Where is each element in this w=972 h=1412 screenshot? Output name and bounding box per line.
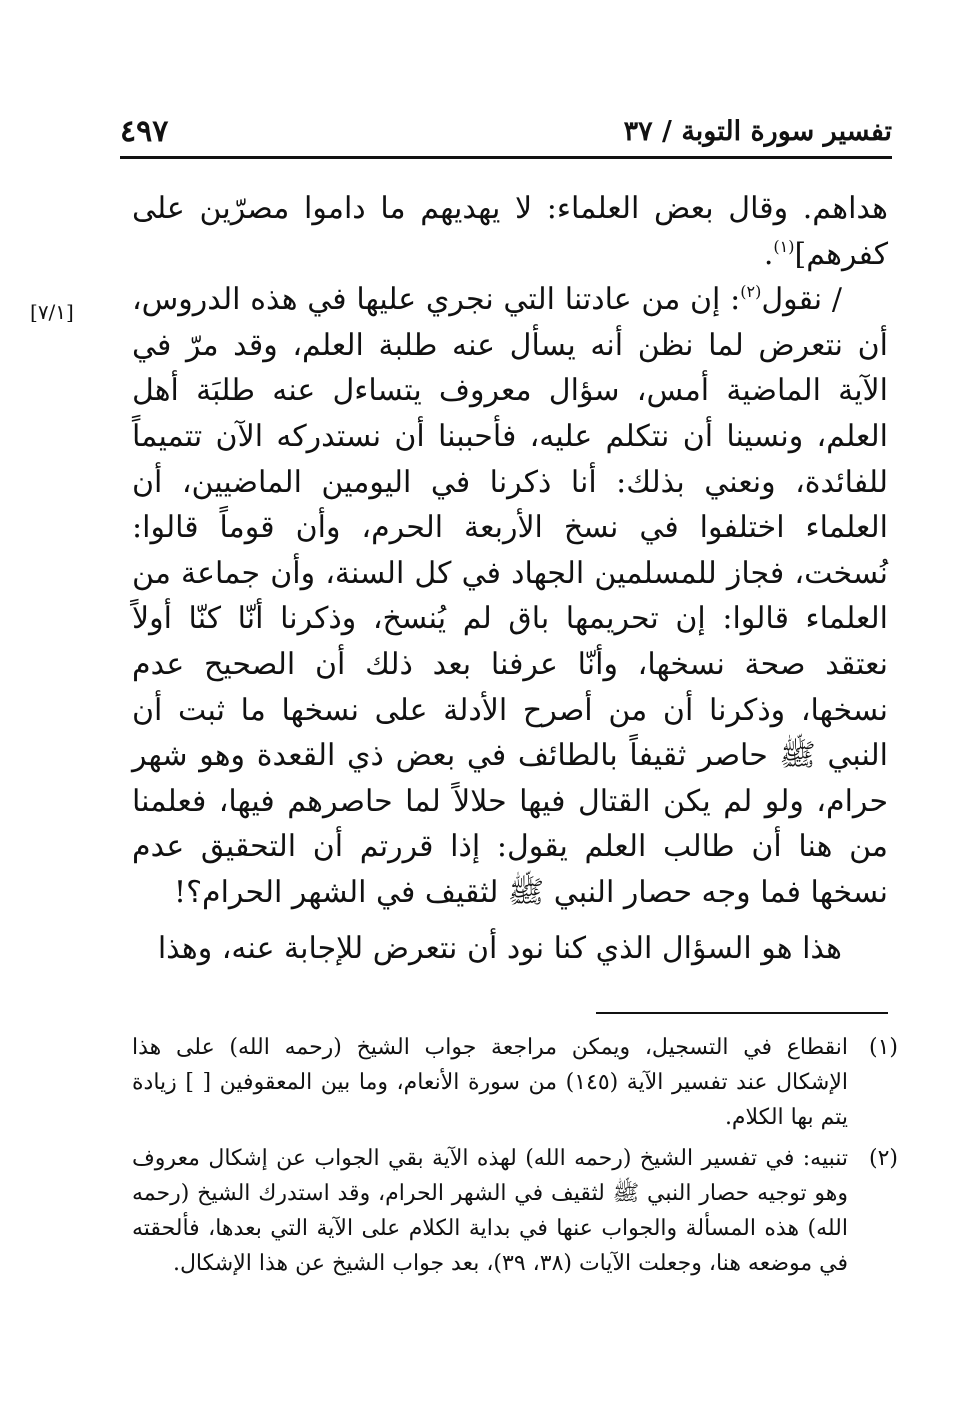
header-title: تفسير سورة التوبة / ٣٧ xyxy=(623,116,892,147)
footnote-2-number: (٢) xyxy=(868,1146,898,1171)
footnotes xyxy=(132,1030,898,1287)
page-number: ٤٩٧ xyxy=(120,114,169,149)
main-text xyxy=(132,186,888,971)
footnote-ref-2: (٢) xyxy=(740,282,762,302)
paragraph-3 xyxy=(132,926,888,972)
footnote-1 xyxy=(132,1030,898,1135)
footnote-1-number: (١) xyxy=(868,1035,898,1060)
paragraph-2-text: : إن من عادتنا التي نجري عليها في هذه الدروس، أن نتعرض لما نظن أنه يسأل عنه طلبة العلم، وقد مرّ في الآية الماضية أمس، سؤال معروف يتساءل عنه طلبَة أهل العلم، ونسينا أن نتكلم عليه، فأحببنا أن نستدركه الآن تتميماً للفائدة، ونعني بذلك: أنا ذكرنا في اليومين الماضيين، أن العلماء اختلفوا في نسخ الأربعة الحرم، وأن قوماً قالوا: نُسخت، فجاز للمسلمين الجهاد في كل السنة، وأن جماعة من العلماء قالوا: إن تحريمها باق لم يُنسخ، وذكرنا أنّا كنّا أولاً نعتقد صحة نسخها، وأنّا عرفنا بعد ذلك أن الصحيح عدم نسخها، وذكرنا أن من أصرح الأدلة على نسخها ما ثبت أن النبي ﷺ حاصر ثقيفاً بالطائف في بعض ذي القعدة وهو شهر حرام، ولو لم يكن القتال فيها حلالاً لما حاصرهم فيها، فعلمنا من هنا أن طالب العلم يقول: إذا قررتم أن التحقيق عدم نسخها فما وجه حصار النبي ﷺ لثقيف في الشهر الحرام؟! xyxy=(132,282,888,910)
running-header xyxy=(120,112,892,159)
paragraph-1-text: هداهم. وقال بعض العلماء: لا يهديهم ما داموا مصرّين على كفرهم] xyxy=(132,191,888,272)
footnote-ref-1: (١) xyxy=(773,236,795,256)
paragraph-2-start: / نقول xyxy=(761,282,842,318)
paragraph-3-text: هذا هو السؤال الذي كنا نود أن نتعرض للإجابة عنه، وهذا xyxy=(157,930,842,966)
footnote-2-text: تنبيه: في تفسير الشيخ (رحمه الله) لهذه الآية بقي الجواب عن إشكال معروف وهو توجيه حصار النبي ﷺ لثقيف في الشهر الحرام، وقد استدرك الشيخ (رحمه الله) هذه المسألة والجواب عنها في بداية الكلام على الآية التي بعدها، فألحقته في موضعه هنا، وجعلت الآيات (٣٨، ٣٩)، بعد جواب الشيخ عن هذا الإشكال. xyxy=(132,1146,848,1276)
paragraph-2 xyxy=(132,277,888,915)
footnote-2 xyxy=(132,1141,898,1281)
paragraph-1 xyxy=(132,186,888,277)
paragraph-1-end: . xyxy=(763,236,774,272)
footnote-1-text: انقطاع في التسجيل، ويمكن مراجعة جواب الشيخ (رحمه الله) على هذا الإشكال عند تفسير الآية (١٤٥) من سورة الأنعام، وما بين المعقوفين [ ] زيادة يتم بها الكلام. xyxy=(132,1035,849,1130)
footnote-divider xyxy=(596,1012,888,1014)
marginal-reference: [٧/١] xyxy=(30,300,74,324)
